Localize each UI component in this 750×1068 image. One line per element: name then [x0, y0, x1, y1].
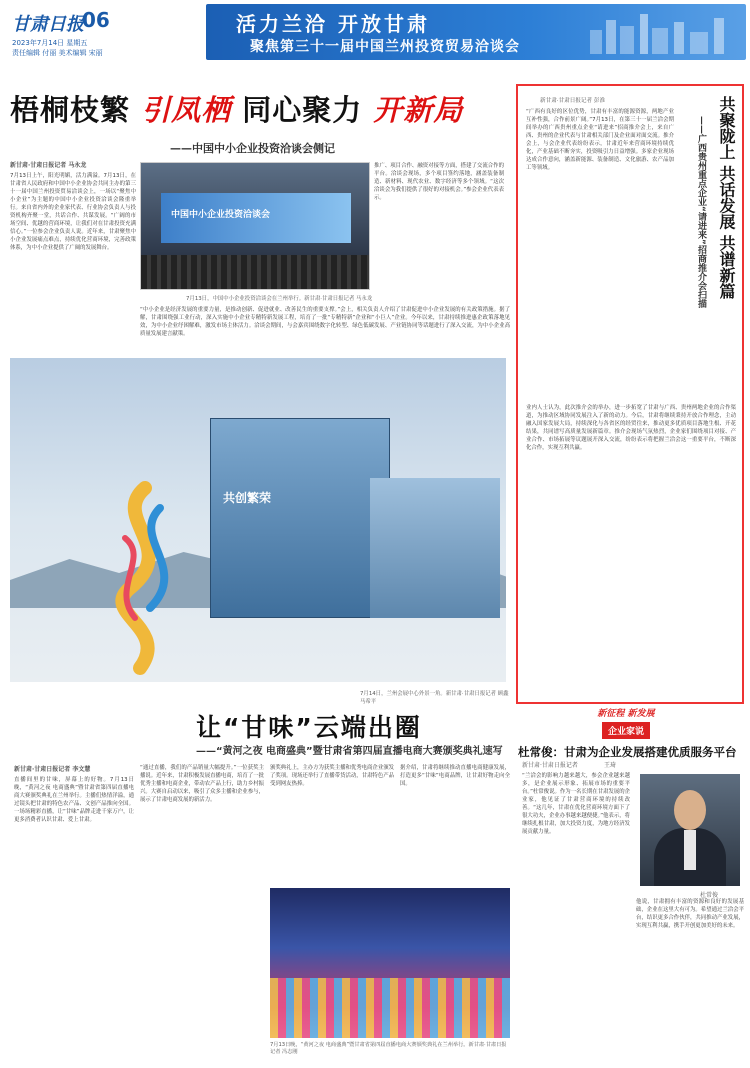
ecommerce-body-2: “通过直播，我们的产品销量大幅提升。”一位获奖主播说。近年来，甘肃积极发展直播电商，培育了一批优秀主播和电商企业，带动农产品上行，助力乡村振兴。大赛自启动以来，吸引了众多主播和企业参与，展示了甘肃电商发展的新活力。: [140, 765, 264, 803]
interview-body-2: 他说，甘肃拥有丰富的资源和良好的发展基础，企业在这里大有可为。希望通过兰洽会平台，结识更多合作伙伴，共同推动产业发展，实现互利共赢，携手开创更加美好的未来。: [636, 899, 744, 929]
portrait-photo: [640, 774, 740, 886]
building-sign: 共创繁荣: [223, 491, 272, 505]
interview-byline: 新甘肃·甘肃日报记者: [522, 762, 578, 769]
ceremony-stage: [270, 978, 510, 1038]
right-feature-body-1: “广西有良好的区位优势，甘肃有丰富的能源资源，两地产业互补性强，合作前景广阔。”7月13日，在第三十一届兰洽会期间举办的广西贵州重点企业“请进来”招商推介会上，来自广西、贵州的企业代表与甘肃相关部门及企业面对面交流。推介会上，与会企业代表纷纷表示，甘肃近年来营商环境持续优化，产业基础不断夯实，投资吸引力日益增强。多家企业现场达成合作意向，涵盖新能源、装备制造、文化旅游、农产品加工等领域。: [526, 109, 674, 171]
skyline-graphic-icon: [580, 10, 740, 54]
masthead-meta: [12, 38, 202, 58]
lead-headline: [10, 88, 510, 129]
lead-body-a: 7月13日上午，阳光明媚，活力满溢。7月13日，在甘肃省人民政府和中国中小企业协会共同主办的第三十一届中国兰州投资贸易洽谈会上，一场以“聚焦中小企业”为主题的中国中小企业投资洽谈会隆重举行。来自省内外的企业家代表、行业协会负责人与投资机构齐聚一堂，共话合作、共谋发展。“广阔的市场空间、优越的营商环境，让我们对在甘肃投资充满信心。”一位参会企业负责人说。近年来，甘肃聚焦中小企业发展痛点难点，持续优化营商环境，完善政策体系，为中小企业提供了广阔的发展舞台。: [10, 173, 136, 251]
ecommerce-headline: 让“甘味”云端出圈: [196, 713, 422, 742]
portrait-face: [674, 790, 706, 830]
ecommerce-subhead: ——“黄河之夜 电商盛典”暨甘肃省第四届直播电商大赛颁奖典礼速写: [196, 746, 503, 757]
side-building: [370, 478, 500, 618]
page-number: 06: [82, 8, 110, 32]
right-feature-frame: [516, 84, 744, 704]
section-tag-top: 新征程 新发展: [597, 709, 655, 719]
right-feature-subtitle: ——广西贵州重点企业“请进来”招商推介会扫描: [696, 116, 706, 308]
ecommerce-byline: 新甘肃·甘肃日报记者 李文慧: [14, 766, 91, 773]
portrait-shirt: [684, 830, 696, 870]
right-feature-body-2: 业内人士认为，此次推介会的举办，进一步拓宽了甘肃与广西、贵州两地企业的合作渠道，为推动区域协同发展注入了新的动力。今后，甘肃将继续秉持开放合作理念，主动融入国家发展大局，持续深化与各省区的经贸往来，推动更多优质项目落地生根、开花结果，共同谱写高质量发展新篇章。推介会现场气氛热烈，企业家们围绕项目对接、产业合作、市场拓展等议题展开深入交流，纷纷表示将把握兰洽会这一重要平台，不断深化合作，实现互利共赢。: [526, 405, 736, 451]
headline-part: 梧桐枝繁: [10, 93, 131, 127]
lead-byline: 新甘肃·甘肃日报记者 马永龙: [10, 162, 87, 169]
headline-red-part: 开新局: [373, 93, 464, 127]
photo-caption: 7月13日，中国中小企业投资洽谈会在兰州举行。新甘肃·甘肃日报记者 马永龙: [186, 296, 373, 302]
interview-author: 王琦: [604, 762, 617, 769]
ecommerce-body-4: 据介绍，甘肃将继续推动直播电商健康发展，打造更多“甘味”电商品牌，让甘肃好物走向全国。: [400, 765, 510, 787]
big-photo-caption: 7月14日，兰州会展中心外景一角。新甘肃·甘肃日报记者 顾鑫 马希平: [360, 691, 509, 705]
headline-red-part: 引凤栖: [141, 93, 232, 127]
ceremony-photo: [270, 888, 510, 1038]
lead-body-c: “中小企业是经济发展的重要力量，是推动创新、促进就业、改善民生的重要支撑。”会上，相关负责人介绍了甘肃促进中小企业发展的有关政策措施。据了解，甘肃围绕强工业行动，深入实施中小企业专精特新发展工程，培育了一批“专精特新”企业和“小巨人”企业。今年以来，甘肃持续推进惠企政策落地见效，为中小企业纾困解难，激发市场主体活力。洽谈会期间，与会嘉宾围绕数字化转型、绿色低碳发展、产业链协同等话题进行了深入交流，为中小企业高质量发展建言献策。: [140, 307, 510, 337]
stage-screen-text: 中国中小企业投资洽谈会: [171, 210, 271, 220]
ecommerce-body-1: 直播间里的甘味，屏幕上的好物。7月13日晚，“黄河之夜 电商盛典”暨甘肃省第四届直播电商大赛颁奖典礼在兰州举行。主播们热情洋溢，通过镜头把甘肃的特色农产品、文创产品推向全国。一场场精彩直播，让“甘味”品牌走进千家万户，让更多消费者认识甘肃、爱上甘肃。: [14, 777, 134, 823]
meta-line: 2023年7月14日 星期五: [12, 39, 88, 47]
interview-headline: 杜常俊：甘肃为企业发展搭建优质服务平台: [518, 745, 737, 759]
masthead: [0, 0, 750, 64]
interview-body-1: “兰洽会的影响力越来越大，参会企业越来越多，是企业展示形象、拓展市场的重要平台。”杜常俊说。作为一名长期在甘肃发展的企业家，他见证了甘肃营商环境的持续改善。“这几年，甘肃在优化营商环境方面下了很大功夫，企业办事越来越便捷。”他表示，将继续扎根甘肃，加大投资力度，为地方经济发展贡献力量。: [522, 773, 630, 835]
section-tag: [582, 706, 670, 740]
portrait-caption: 杜常俊: [700, 892, 719, 899]
right-feature-byline: 新甘肃·甘肃日报记者 彭淮: [540, 98, 606, 104]
ecommerce-body-3: 颁奖典礼上，主办方为获奖主播和优秀电商企业颁发了奖项。现场还举行了直播带货活动，甘肃特色产品受到网友热捧。: [270, 765, 394, 787]
exhibition-center-photo: [10, 358, 506, 682]
lead-body-b: 推广、项目合作、融资对接等方面，搭建了交流合作的平台。洽谈会现场，多个项目签约落地，涵盖装备制造、新材料、现代农业、数字经济等多个领域。“这次洽谈会为我们提供了很好的对接机会。”参会企业代表表示。: [374, 163, 504, 201]
masthead-left: [6, 6, 202, 62]
topic-banner: [206, 4, 746, 60]
banner-title: 活力兰洽 开放甘肃: [236, 12, 430, 36]
exhibition-building: [210, 418, 390, 618]
newspaper-logo: 甘肃日报: [12, 14, 84, 35]
conference-photo: [140, 162, 370, 290]
headline-part: 同心聚力: [242, 93, 363, 127]
audience: [141, 255, 369, 289]
lead-subhead: ——中国中小企业投资洽谈会侧记: [170, 142, 335, 155]
ceremony-photo-caption: 7月13日晚，“黄河之夜 电商盛典”暨甘肃省第四届直播电商大赛颁奖典礼在兰州举行。新甘肃·甘肃日报记者 冯志刚: [270, 1042, 507, 1055]
meta-line: 责任编辑 付丽 美术编辑 宋丽: [12, 49, 103, 57]
sculpture-icon: [90, 478, 200, 678]
section-tag-label: 企业家说: [602, 722, 650, 739]
right-feature-title: 共聚陇上 共话发展 共谱新篇: [717, 96, 736, 300]
banner-subtitle: 聚焦第三十一届中国兰州投资贸易洽谈会: [250, 39, 520, 55]
